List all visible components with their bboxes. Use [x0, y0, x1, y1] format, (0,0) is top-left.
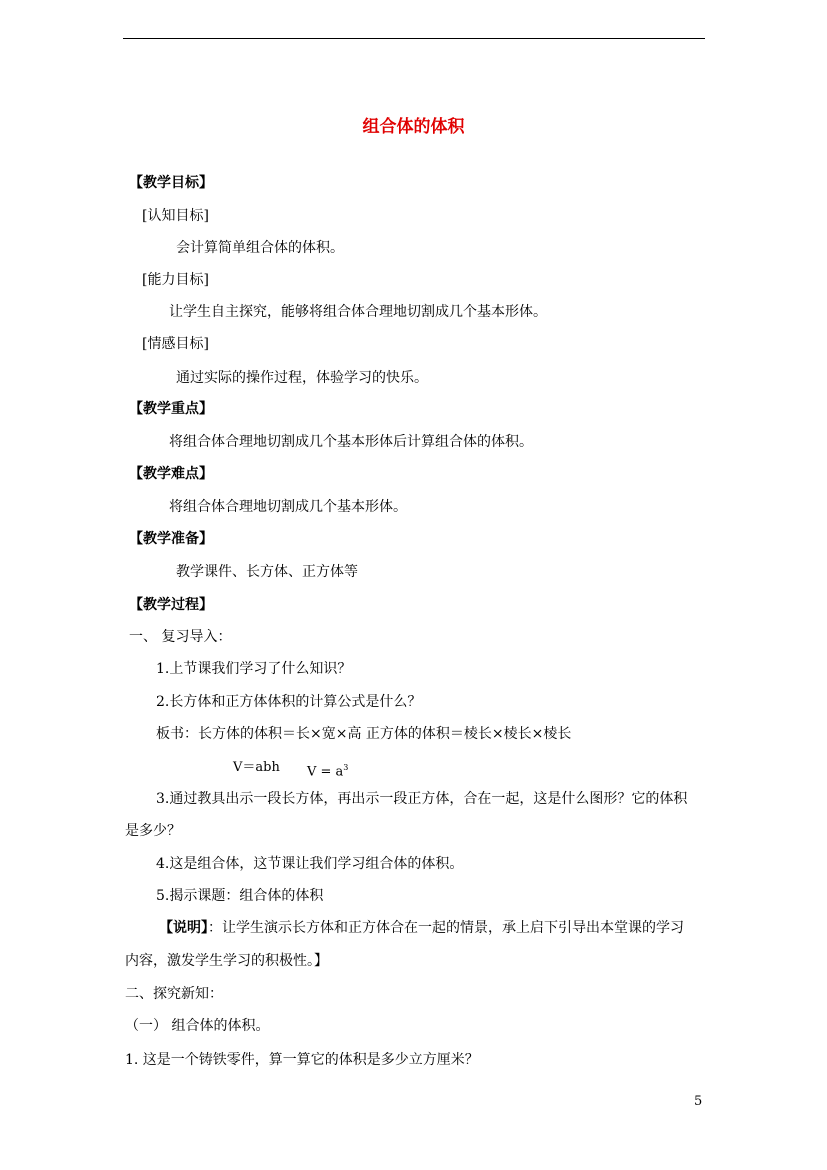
subsection-1-heading: （一） 组合体的体积。 [125, 1018, 270, 1034]
question-4: 4.这是组合体，这节课让我们学习组合体的体积。 [156, 856, 464, 872]
heading-key-points: 【教学重点】 [129, 401, 213, 417]
item-1: 1. 这是一个铸铁零件，算一算它的体积是多少立方厘米？ [125, 1052, 479, 1068]
note-text: ：让学生演示长方体和正方体合在一起的情景，承上启下引导出本堂课的学习 [208, 920, 684, 936]
heading-teaching-goals: 【教学目标】 [129, 175, 213, 191]
question-3-line-1: 3.通过教具出示一段长方体，再出示一段正方体，合在一起，这是什么图形？它的体积 [156, 791, 688, 807]
heading-preparation: 【教学准备】 [129, 531, 213, 547]
note-line-2: 内容，激发学生学习的积极性。】 [125, 953, 328, 969]
subheading-cognitive-goals: [认知目标] [142, 208, 209, 224]
header-rule [123, 38, 705, 39]
cognitive-goal-text: 会计算简单组合体的体积。 [176, 240, 344, 256]
formula-cuboid: V＝abh [233, 760, 280, 775]
emotion-goal-text: 通过实际的操作过程，体验学习的快乐。 [176, 370, 428, 386]
page-number: 5 [694, 1094, 703, 1109]
formula-cube-base: V = a [307, 764, 344, 780]
heading-teaching-process: 【教学过程】 [129, 597, 213, 613]
board-writing: 板书：长方体的体积＝长×宽×高 正方体的体积＝棱长×棱长×棱长 [156, 726, 572, 742]
ability-goal-text: 让学生自主探究，能够将组合体合理地切割成几个基本形体。 [169, 304, 547, 320]
note-line-1 [159, 918, 684, 938]
difficult-points-text: 将组合体合理地切割成几个基本形体。 [169, 499, 407, 515]
preparation-text: 教学课件、长方体、正方体等 [176, 564, 358, 580]
key-points-text: 将组合体合理地切割成几个基本形体后计算组合体的体积。 [169, 434, 533, 450]
heading-difficult-points: 【教学难点】 [129, 466, 213, 482]
question-2: 2.长方体和正方体体积的计算公式是什么？ [156, 694, 422, 710]
document-title: 组合体的体积 [362, 117, 465, 137]
question-5: 5.揭示课题：组合体的体积 [156, 888, 324, 904]
section-2-heading: 二、探究新知： [125, 986, 223, 1002]
section-1-heading: 一、 复习导入： [129, 629, 232, 645]
question-3-line-2: 是多少？ [125, 823, 181, 839]
question-1: 1.上节课我们学习了什么知识？ [156, 661, 352, 677]
formula-cube-exponent: 3 [343, 763, 349, 772]
subheading-emotion-goals: [情感目标] [142, 336, 209, 352]
formula-cube [307, 758, 348, 782]
note-label: 【说明】 [159, 920, 208, 936]
subheading-ability-goals: [能力目标] [142, 272, 209, 288]
